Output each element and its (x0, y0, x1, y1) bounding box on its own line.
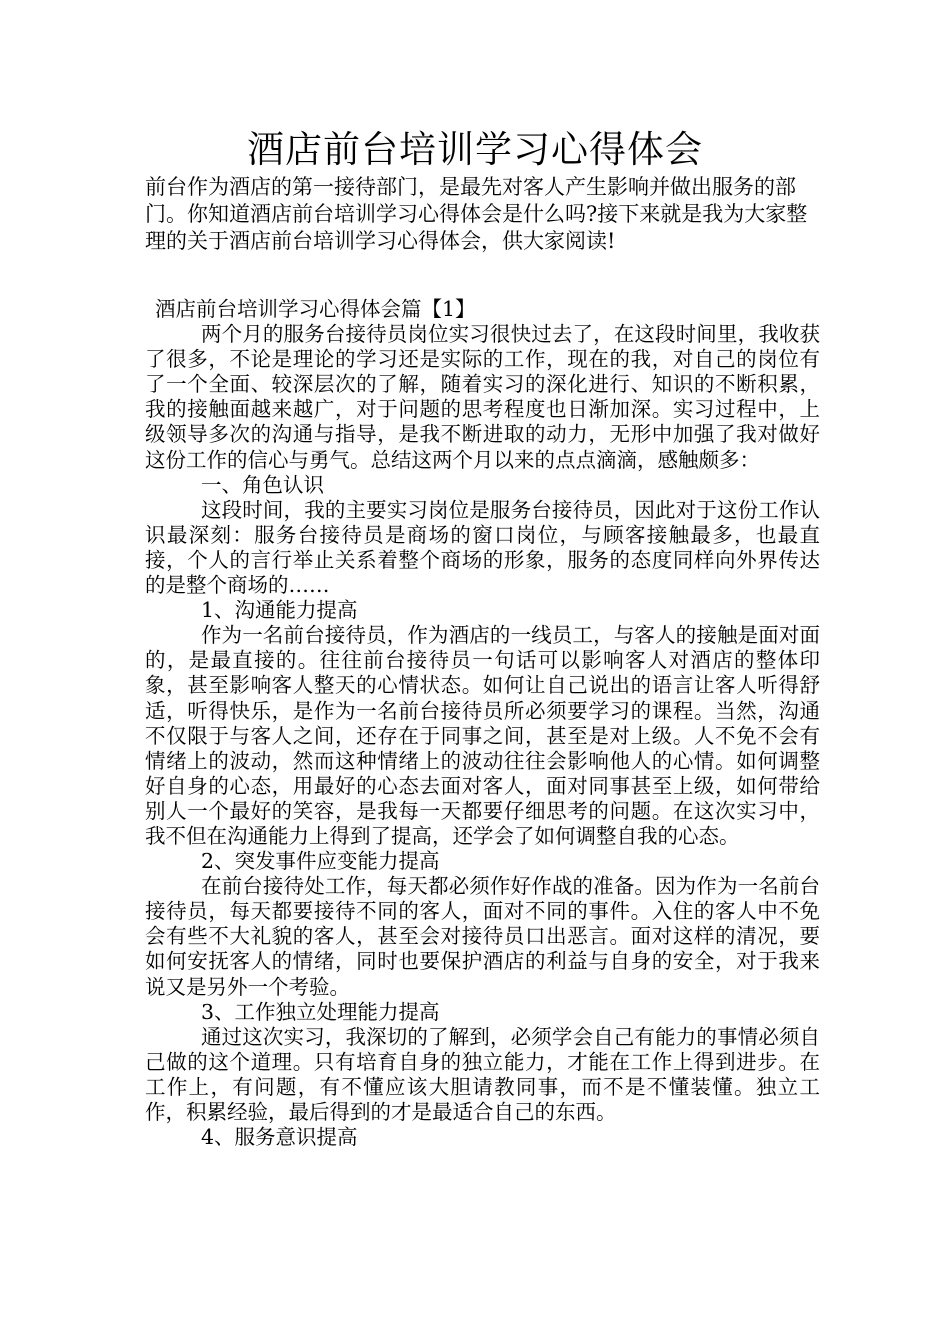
subheading-emergency: 2、突发事件应变能力提高 (201, 849, 440, 874)
body-paragraph: 两个月的服务台接待员岗位实习很快过去了，在这段时间里，我收获了很多，不论是理论的学习还是实际的工作，现在的我，对自己的岗位有了一个全面、较深层次的了解，随着实习的深化进行、知识的不断积累，我的接触面越来越广，对于问题的思考程度也日渐加深。实习过程中，上级领导多次的沟通与指导，是我不断进取的动力，无形中加强了我对做好这份工作的信心与勇气。总结这两个月以来的点点滴滴，感触颇多： (145, 322, 820, 472)
document-title: 酒店前台培训学习心得体会 (247, 128, 703, 171)
subheading-independence: 3、工作独立处理能力提高 (201, 999, 440, 1024)
subheading-role: 一、角色认识 (201, 472, 324, 497)
body-paragraph: 在前台接待处工作，每天都必须作好作战的准备。因为作为一名前台接待员，每天都要接待不同的客人，面对不同的事件。入住的客人中不免会有些不大礼貌的客人，甚至会对接待员口出恶言。面对这样的清况，要如何安抚客人的情绪，同时也要保护酒店的利益与自身的安全，对于我来说又是另外一个考验。 (145, 874, 820, 999)
subheading-communication: 1、沟通能力提高 (201, 598, 358, 623)
body-paragraph: 通过这次实习，我深切的了解到，必须学会自己有能力的事情必须自己做的这个道理。只有培育自身的独立能力，才能在工作上得到进步。在工作上，有问题，有不懂应该大胆请教同事，而不是不懂装懂。独立工作，积累经验，最后得到的才是最适合自己的东西。 (145, 1024, 820, 1124)
body-paragraph: 这段时间，我的主要实习岗位是服务台接待员，因此对于这份工作认识最深刻：服务台接待员是商场的窗口岗位，与顾客接触最多，也最直接，个人的言行举止关系着整个商场的形象，服务的态度同样向外界传达的是整个商场的…… (145, 497, 820, 598)
body-paragraph: 作为一名前台接待员，作为酒店的一线员工，与客人的接触是面对面的，是最直接的。往往前台接待员一句话可以影响客人对酒店的整体印象，甚至影响客人整天的心情状态。如何让自己说出的语言让客人听得舒适，听得快乐，是作为一名前台接待员所必须要学习的课程。当然，沟通不仅限于与客人之间，还存在于同事之间，甚至是对上级。人不免不会有情绪上的波动，然而这种情绪上的波动往往会影响他人的心情。如何调整好自身的心态，用最好的心态去面对客人，面对同事甚至上级，如何带给别人一个最好的笑容，是我每一天都要仔细思考的问题。在这次实习中，我不但在沟通能力上得到了提高，还学会了如何调整自我的心态。 (145, 623, 820, 848)
document-body (145, 297, 820, 1150)
subheading-service: 4、服务意识提高 (201, 1125, 358, 1150)
intro-paragraph: 前台作为酒店的第一接待部门，是最先对客人产生影响并做出服务的部门。你知道酒店前台培训学习心得体会是什么吗?接下来就是我为大家整理的关于酒店前台培训学习心得体会，供大家阅读! (145, 175, 808, 253)
section-title: 酒店前台培训学习心得体会篇【1】 (155, 297, 476, 321)
